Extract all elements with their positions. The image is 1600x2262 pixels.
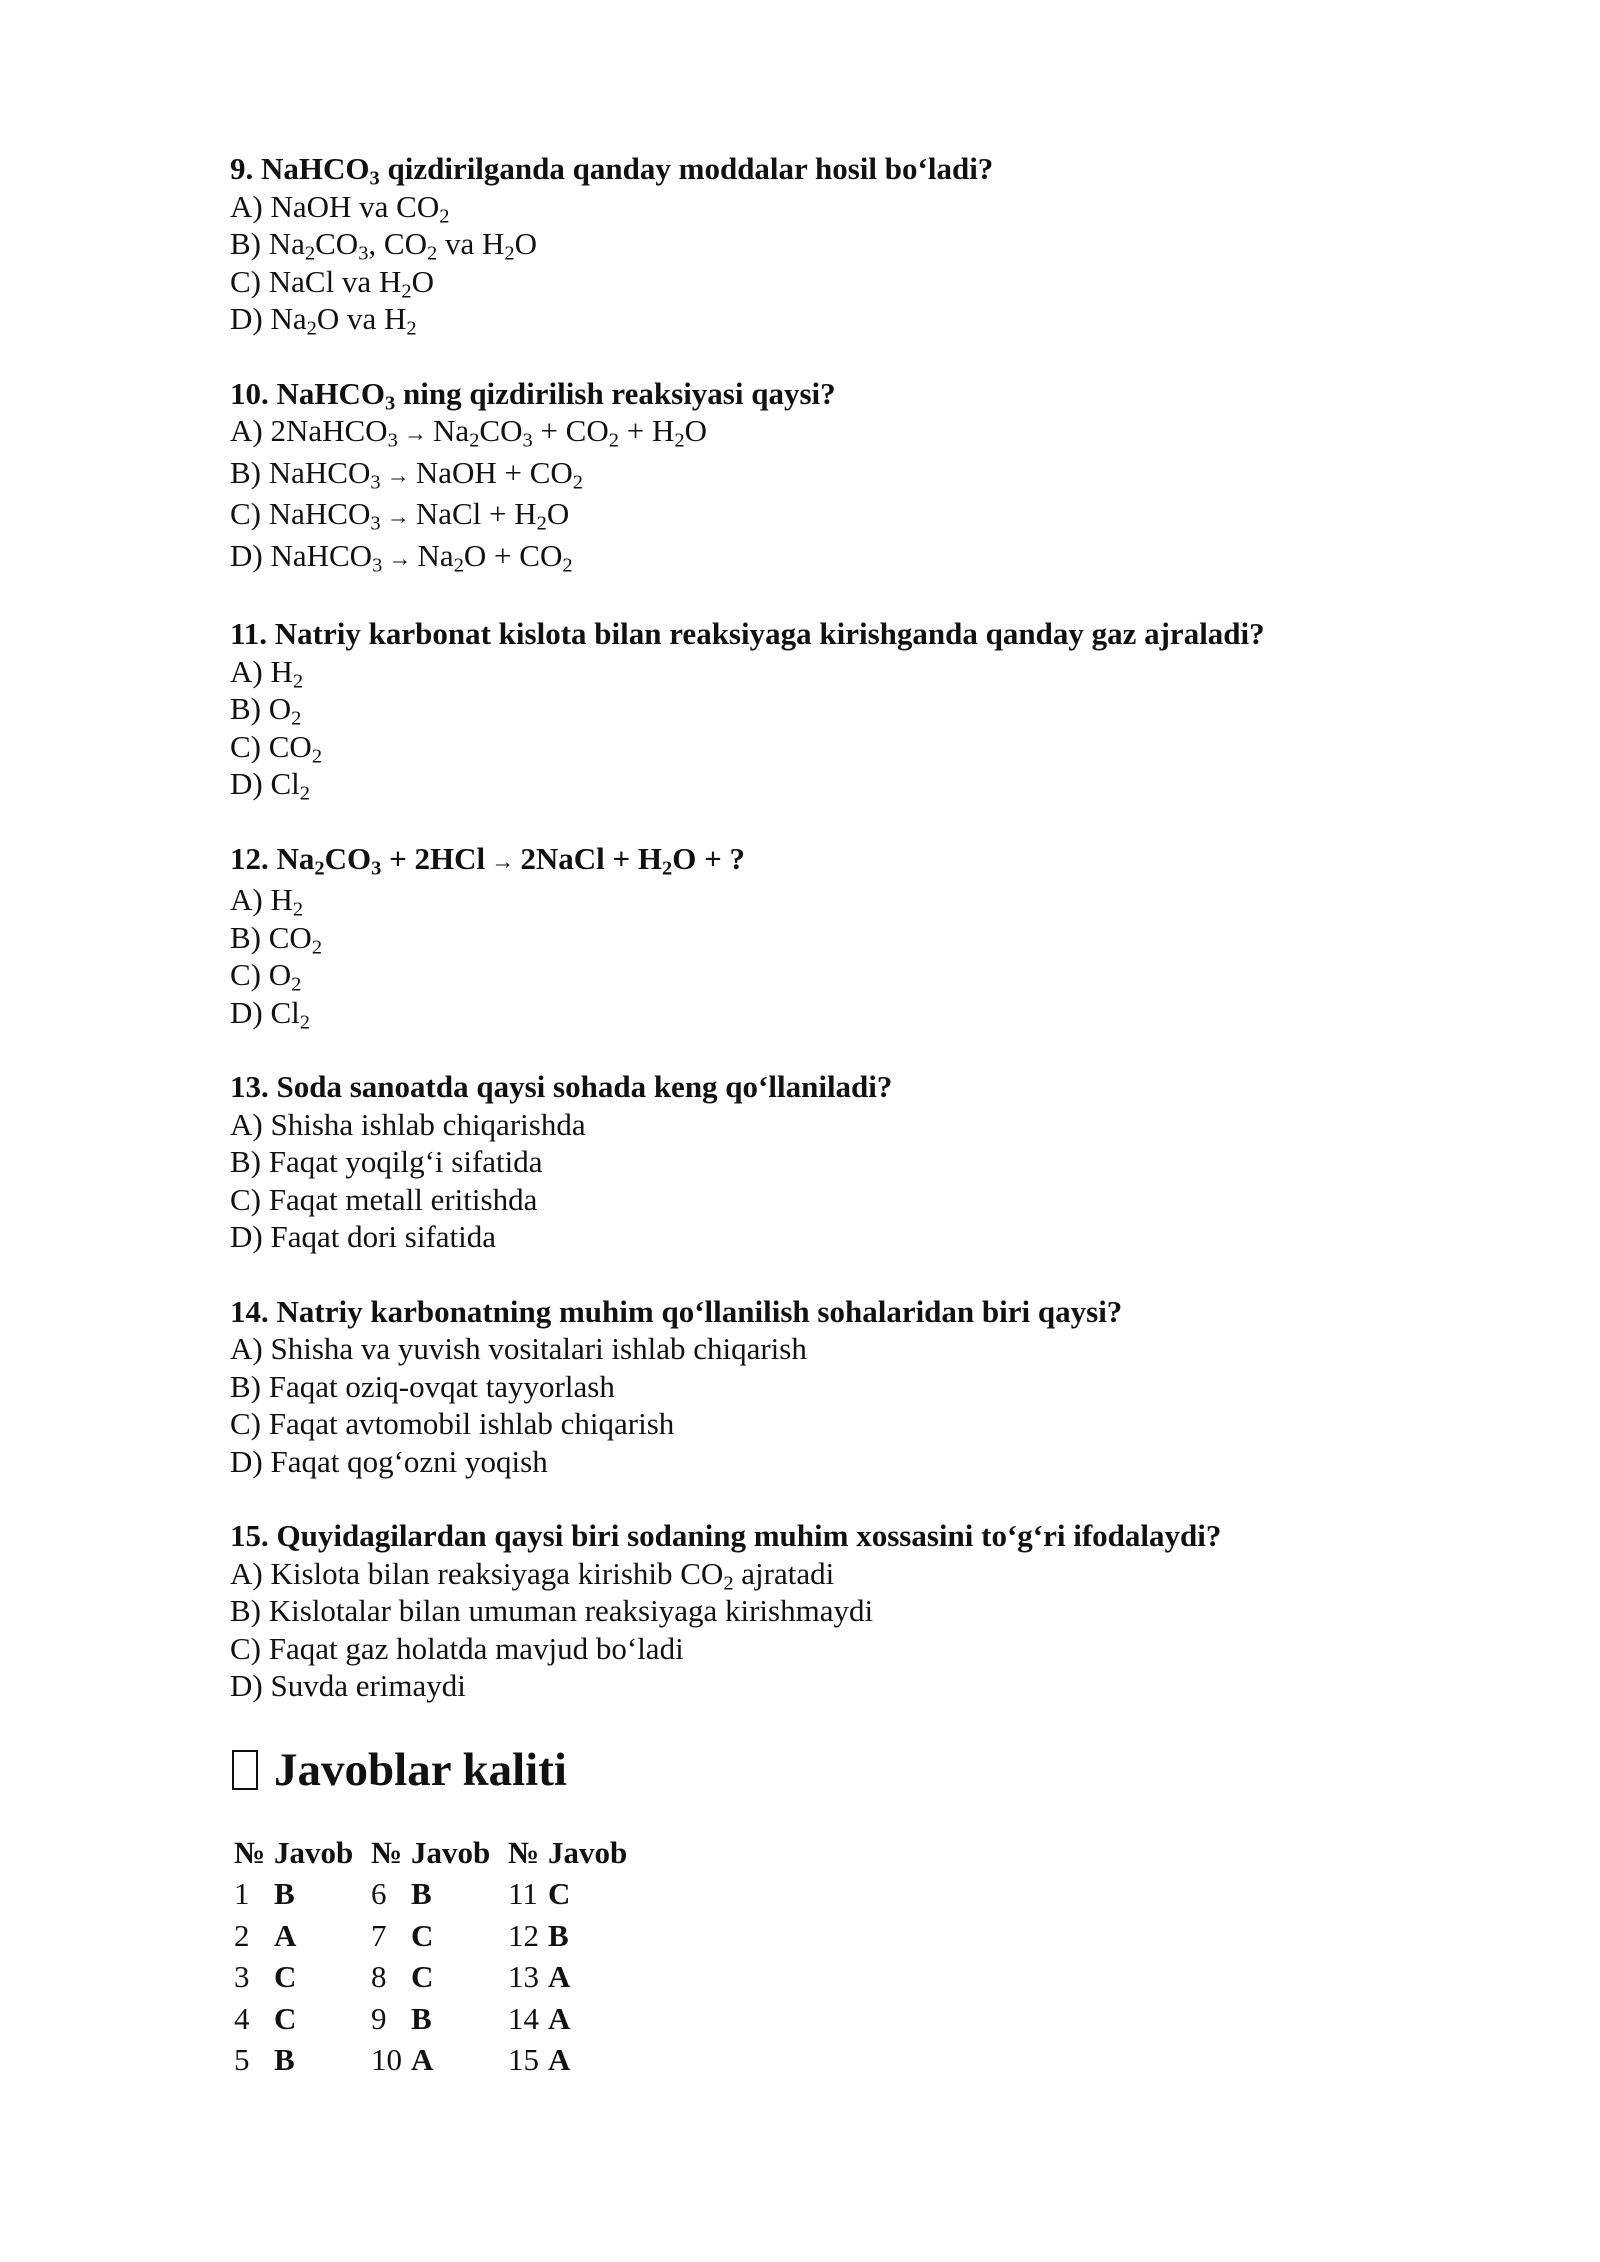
- answer-letter: A: [548, 2000, 571, 2036]
- text-segment: O: [411, 263, 434, 299]
- answer-option: [230, 1143, 1480, 1181]
- question-title: [230, 840, 1480, 882]
- question-number: 14: [508, 2000, 539, 2036]
- text-segment: D) Cl: [230, 994, 300, 1030]
- question-number: 15: [508, 2042, 539, 2078]
- text-segment: A) Shisha va yuvish vositalari ishlab chiqarish: [230, 1331, 807, 1366]
- answer-option: [230, 1218, 1480, 1256]
- text-segment: 2NaCl + H: [520, 840, 663, 876]
- answer-option: [230, 188, 1480, 226]
- text-segment: NaOH + CO: [415, 454, 573, 490]
- answer-option: [230, 994, 1480, 1032]
- text-segment: + 2HCl: [381, 840, 486, 876]
- answer-letter: C: [274, 1959, 297, 1995]
- answer-option: [230, 537, 1480, 579]
- text-segment: D) Faqat dori sifatida: [230, 1219, 497, 1254]
- answer-key-row: [230, 1957, 641, 1999]
- text-segment: B) Kislotalar bilan umuman reaksiyaga kirishmaydi: [230, 1593, 874, 1628]
- answer-option: [230, 881, 1480, 919]
- subscript: 3: [372, 554, 383, 577]
- answer-option: [230, 653, 1480, 691]
- header-answer: Javob: [411, 1834, 491, 1870]
- text-segment: 9. NaHCO: [230, 151, 370, 186]
- subscript: 2: [608, 429, 619, 452]
- subscript: 2: [674, 429, 685, 452]
- arrow-symbol: →: [386, 462, 410, 489]
- question-title: [230, 1068, 1480, 1106]
- text-segment: O: [514, 226, 537, 261]
- answer-key-body: [230, 1874, 641, 2082]
- question-number: 1: [234, 1876, 250, 1912]
- text-segment: + CO: [532, 413, 609, 448]
- subscript: 2: [427, 242, 438, 265]
- header-number: №: [508, 1834, 540, 1870]
- text-segment: B) O: [230, 691, 292, 726]
- answer-key-row: [230, 2040, 641, 2082]
- answer-key-row: [230, 1915, 641, 1957]
- question-title: [230, 1517, 1480, 1555]
- subscript: 2: [469, 429, 480, 452]
- arrow-symbol: →: [403, 421, 428, 447]
- arrow-symbol: →: [388, 545, 412, 572]
- subscript: 3: [385, 392, 396, 415]
- text-segment: B) Na: [230, 226, 305, 261]
- question-number: 10: [371, 2042, 402, 2078]
- subscript: 2: [504, 242, 515, 265]
- question-number: 13: [508, 1959, 539, 1995]
- key-icon: [232, 1750, 258, 1790]
- subscript: 3: [522, 429, 533, 452]
- question-block: [230, 150, 1480, 338]
- text-segment: CO: [479, 413, 523, 448]
- text-segment: 12. Na: [230, 840, 315, 876]
- subscript: 2: [572, 471, 584, 494]
- subscript: 2: [536, 512, 547, 535]
- text-segment: Na: [433, 413, 470, 448]
- text-segment: C) Faqat avtomobil ishlab chiqarish: [230, 1406, 675, 1441]
- text-segment: qizdirilganda qanday moddalar hosil bo‘ladi?: [379, 151, 994, 186]
- answer-option: [230, 225, 1480, 263]
- subscript: 3: [370, 512, 381, 535]
- text-segment: CO: [315, 226, 359, 261]
- text-segment: Na: [417, 537, 454, 573]
- subscript: 2: [662, 857, 673, 880]
- arrow-symbol: →: [491, 848, 515, 875]
- subscript: 2: [401, 280, 412, 303]
- question-title: [230, 150, 1480, 188]
- subscript: 3: [371, 857, 382, 880]
- answer-letter: C: [411, 1917, 434, 1953]
- question-number: 4: [234, 2000, 250, 2036]
- answer-key-row: [230, 1998, 641, 2040]
- subscript: 2: [562, 554, 573, 577]
- text-segment: ning qizdirilish reaksiyasi qaysi?: [395, 375, 836, 411]
- text-segment: D) NaHCO: [230, 537, 373, 573]
- question-title: [230, 615, 1480, 653]
- answer-option: [230, 919, 1480, 957]
- subscript: 2: [453, 554, 464, 577]
- answer-option: [230, 728, 1480, 766]
- answer-key-heading: [230, 1742, 1480, 1798]
- subscript: 3: [358, 242, 369, 265]
- subscript: 2: [292, 898, 304, 921]
- answer-option: [230, 495, 1480, 537]
- text-segment: va H: [437, 226, 505, 261]
- answer-option: [230, 1555, 1480, 1593]
- answer-option: [230, 956, 1480, 994]
- text-segment: C) CO: [230, 728, 312, 764]
- text-segment: A) NaOH va CO: [230, 188, 440, 224]
- text-segment: CO: [324, 840, 372, 876]
- subscript: 2: [439, 205, 450, 228]
- answer-option: [230, 765, 1480, 803]
- text-segment: A) Shisha ishlab chiqarishda: [230, 1106, 586, 1142]
- question-number: 5: [234, 2042, 250, 2078]
- text-segment: ajratadi: [733, 1555, 835, 1591]
- subscript: 2: [723, 1572, 734, 1595]
- text-segment: C) Faqat metall eritishda: [230, 1181, 538, 1217]
- subscript: 2: [311, 936, 323, 959]
- text-segment: NaCl + H: [415, 496, 537, 531]
- text-segment: 11. Natriy karbonat kislota bilan reaksiyaga kirishganda qanday gaz ajraladi?: [230, 616, 1265, 651]
- header-answer: Javob: [548, 1834, 628, 1870]
- answer-letter: A: [548, 2042, 571, 2078]
- text-segment: C) Faqat gaz holatda mavjud bo‘ladi: [230, 1630, 684, 1666]
- subscript: 2: [406, 317, 417, 340]
- subscript: 2: [292, 670, 304, 693]
- text-segment: B) Faqat oziq-ovqat tayyorlash: [230, 1368, 615, 1404]
- answer-option: [230, 1181, 1480, 1219]
- header-number: №: [234, 1834, 266, 1870]
- subscript: 2: [299, 1011, 310, 1034]
- question-block: [230, 840, 1480, 1032]
- answer-key-table: [230, 1832, 641, 2082]
- text-segment: 14. Natriy karbonatning muhim qo‘llanilish sohalaridan biri qaysi?: [230, 1293, 1123, 1329]
- question-block: [230, 1068, 1480, 1256]
- question-list: [230, 150, 1480, 1705]
- question-number: 12: [508, 1917, 539, 1953]
- text-segment: O + ?: [672, 840, 746, 876]
- question-number: 7: [371, 1917, 387, 1953]
- question-number: 9: [371, 2000, 387, 2036]
- answer-letter: B: [274, 1876, 295, 1912]
- question-number: 8: [371, 1959, 387, 1995]
- answer-letter: A: [411, 2042, 434, 2078]
- text-segment: 10. NaHCO: [230, 375, 385, 411]
- answer-letter: B: [274, 2042, 295, 2078]
- question-number: 2: [234, 1917, 250, 1953]
- answer-option: [230, 300, 1480, 338]
- header-answer: Javob: [274, 1834, 354, 1870]
- answer-letter: B: [548, 1917, 569, 1953]
- answer-key-header-row: [230, 1832, 641, 1874]
- subscript: 2: [314, 857, 325, 880]
- subscript: 2: [291, 707, 302, 730]
- text-segment: D) Na: [230, 301, 307, 336]
- answer-letter: C: [548, 1876, 571, 1912]
- answer-option: [230, 263, 1480, 301]
- answer-option: [230, 1106, 1480, 1144]
- text-segment: D) Cl: [230, 766, 300, 801]
- question-number: 3: [234, 1959, 250, 1995]
- question-block: [230, 1517, 1480, 1705]
- answer-option: [230, 1368, 1480, 1406]
- answer-letter: B: [411, 1876, 432, 1912]
- text-segment: C) NaCl va H: [230, 263, 402, 299]
- text-segment: B) NaHCO: [230, 454, 371, 490]
- subscript: 3: [369, 167, 380, 190]
- subscript: 2: [299, 782, 310, 805]
- answer-option: [230, 1630, 1480, 1668]
- answer-option: [230, 690, 1480, 728]
- text-segment: O: [684, 413, 707, 448]
- text-segment: O va H: [316, 301, 407, 336]
- text-segment: + H: [618, 413, 675, 448]
- subscript: 3: [370, 471, 381, 494]
- text-segment: A) Kislota bilan reaksiyaga kirishib CO: [230, 1555, 724, 1591]
- text-segment: , CO: [368, 226, 427, 261]
- question-block: [230, 1293, 1480, 1481]
- subscript: 2: [306, 317, 317, 340]
- question-title: [230, 375, 1480, 413]
- answer-letter: C: [411, 1959, 434, 1995]
- text-segment: A) H: [230, 653, 293, 689]
- arrow-symbol: →: [386, 504, 410, 530]
- subscript: 2: [311, 745, 323, 768]
- question-block: [230, 615, 1480, 803]
- text-segment: B) Faqat yoqilg‘i sifatida: [230, 1144, 543, 1179]
- answer-option: [230, 1592, 1480, 1630]
- text-segment: 15. Quyidagilardan qaysi biri sodaning muhim xossasini to‘g‘ri ifodalaydi?: [230, 1518, 1222, 1553]
- answer-letter: A: [548, 1959, 571, 1995]
- text-segment: D) Suvda erimaydi: [230, 1668, 466, 1703]
- header-number: №: [371, 1834, 403, 1870]
- text-segment: O: [546, 496, 570, 531]
- subscript: 2: [304, 242, 316, 265]
- subscript: 3: [387, 429, 398, 452]
- question-title: [230, 1293, 1480, 1331]
- text-segment: B) CO: [230, 919, 312, 955]
- answer-option: [230, 1405, 1480, 1443]
- answer-letter: A: [274, 1917, 297, 1953]
- answer-key-title: Javoblar kaliti: [274, 1743, 567, 1796]
- question-number: 11: [508, 1876, 538, 1912]
- text-segment: C) NaHCO: [230, 496, 371, 531]
- text-segment: C) O: [230, 957, 292, 992]
- text-segment: 13. Soda sanoatda qaysi sohada keng qo‘llaniladi?: [230, 1069, 893, 1104]
- text-segment: D) Faqat qog‘ozni yoqish: [230, 1443, 548, 1479]
- question-block: [230, 375, 1480, 579]
- answer-option: [230, 1667, 1480, 1705]
- question-number: 6: [371, 1876, 387, 1912]
- answer-option: [230, 1330, 1480, 1368]
- text-segment: A) 2NaHCO: [230, 413, 388, 448]
- answer-key-row: [230, 1874, 641, 1916]
- answer-letter: B: [411, 2000, 432, 2036]
- text-segment: O + CO: [463, 537, 563, 573]
- answer-option: [230, 1443, 1480, 1481]
- page-content: [230, 150, 1480, 2081]
- answer-option: [230, 412, 1480, 454]
- answer-letter: C: [274, 2000, 297, 2036]
- text-segment: A) H: [230, 882, 293, 917]
- answer-option: [230, 454, 1480, 496]
- subscript: 2: [291, 973, 302, 996]
